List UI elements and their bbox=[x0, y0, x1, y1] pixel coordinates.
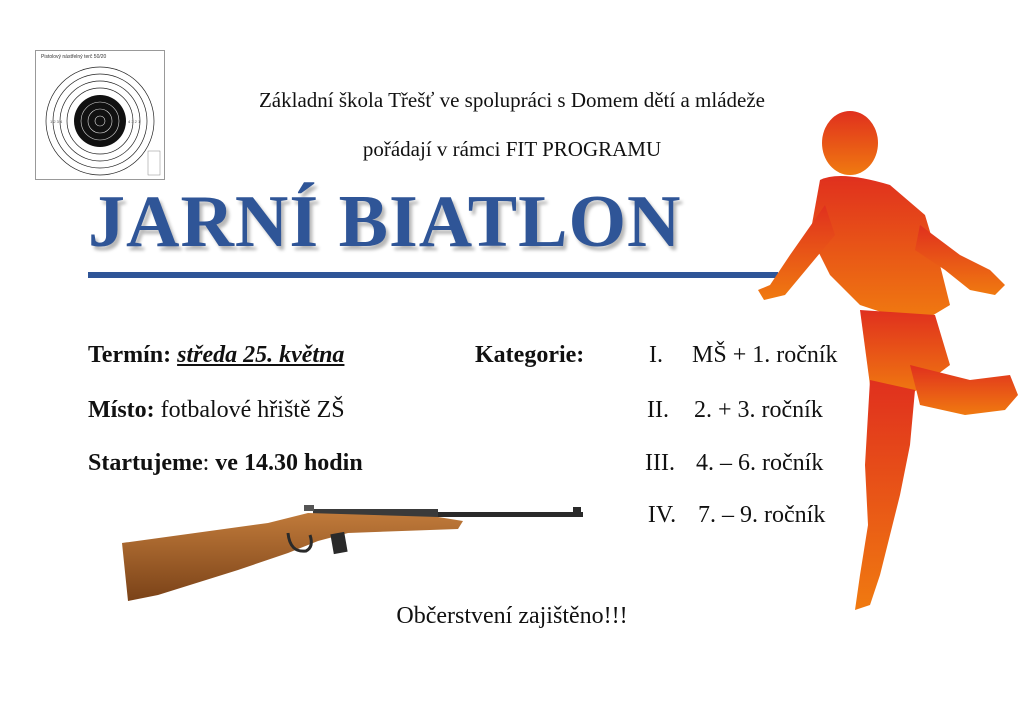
category-text: 7. – 9. ročník bbox=[698, 502, 826, 528]
category-number: IV. bbox=[647, 502, 677, 528]
category-text: 4. – 6. ročník bbox=[696, 450, 824, 476]
start-label: Startujeme bbox=[88, 450, 203, 476]
category-text: 2. + 3. ročník bbox=[694, 397, 823, 423]
place-value: fotbalové hřiště ZŠ bbox=[160, 397, 345, 423]
category-number: II. bbox=[647, 397, 669, 423]
place-label: Místo: bbox=[88, 397, 155, 423]
target-caption: Pistolový nástřelný terč 50/20 bbox=[41, 54, 107, 60]
categories-label: Kategorie: bbox=[475, 342, 585, 368]
organizer-line: Základní škola Třešť ve spolupráci s Domem dětí a mládeže bbox=[258, 88, 765, 112]
rifle-icon bbox=[118, 495, 590, 605]
date-row bbox=[88, 342, 344, 369]
event-title: JARNÍ BIATLON bbox=[88, 181, 682, 263]
program-line: pořádají v rámci FIT PROGRAMU bbox=[362, 137, 662, 161]
running-man-silhouette bbox=[750, 105, 1020, 615]
category-number: I. bbox=[649, 342, 663, 368]
category-text: MŠ + 1. ročník bbox=[692, 342, 838, 368]
svg-text:4 3 2 1: 4 3 2 1 bbox=[128, 119, 141, 124]
date-value: středa 25. května bbox=[177, 342, 345, 368]
title-underline bbox=[88, 272, 778, 278]
place-row bbox=[88, 397, 345, 424]
start-row: Startujeme: ve 14.30 hodin bbox=[88, 450, 363, 476]
start-value: ve 14.30 hodin bbox=[215, 450, 363, 476]
date-label: Termín: bbox=[88, 342, 172, 368]
category-number: III. bbox=[645, 450, 675, 476]
refreshments-note: Občerstvení zajištěno!!! bbox=[396, 603, 628, 629]
svg-text:1 2 3 4: 1 2 3 4 bbox=[50, 119, 63, 124]
